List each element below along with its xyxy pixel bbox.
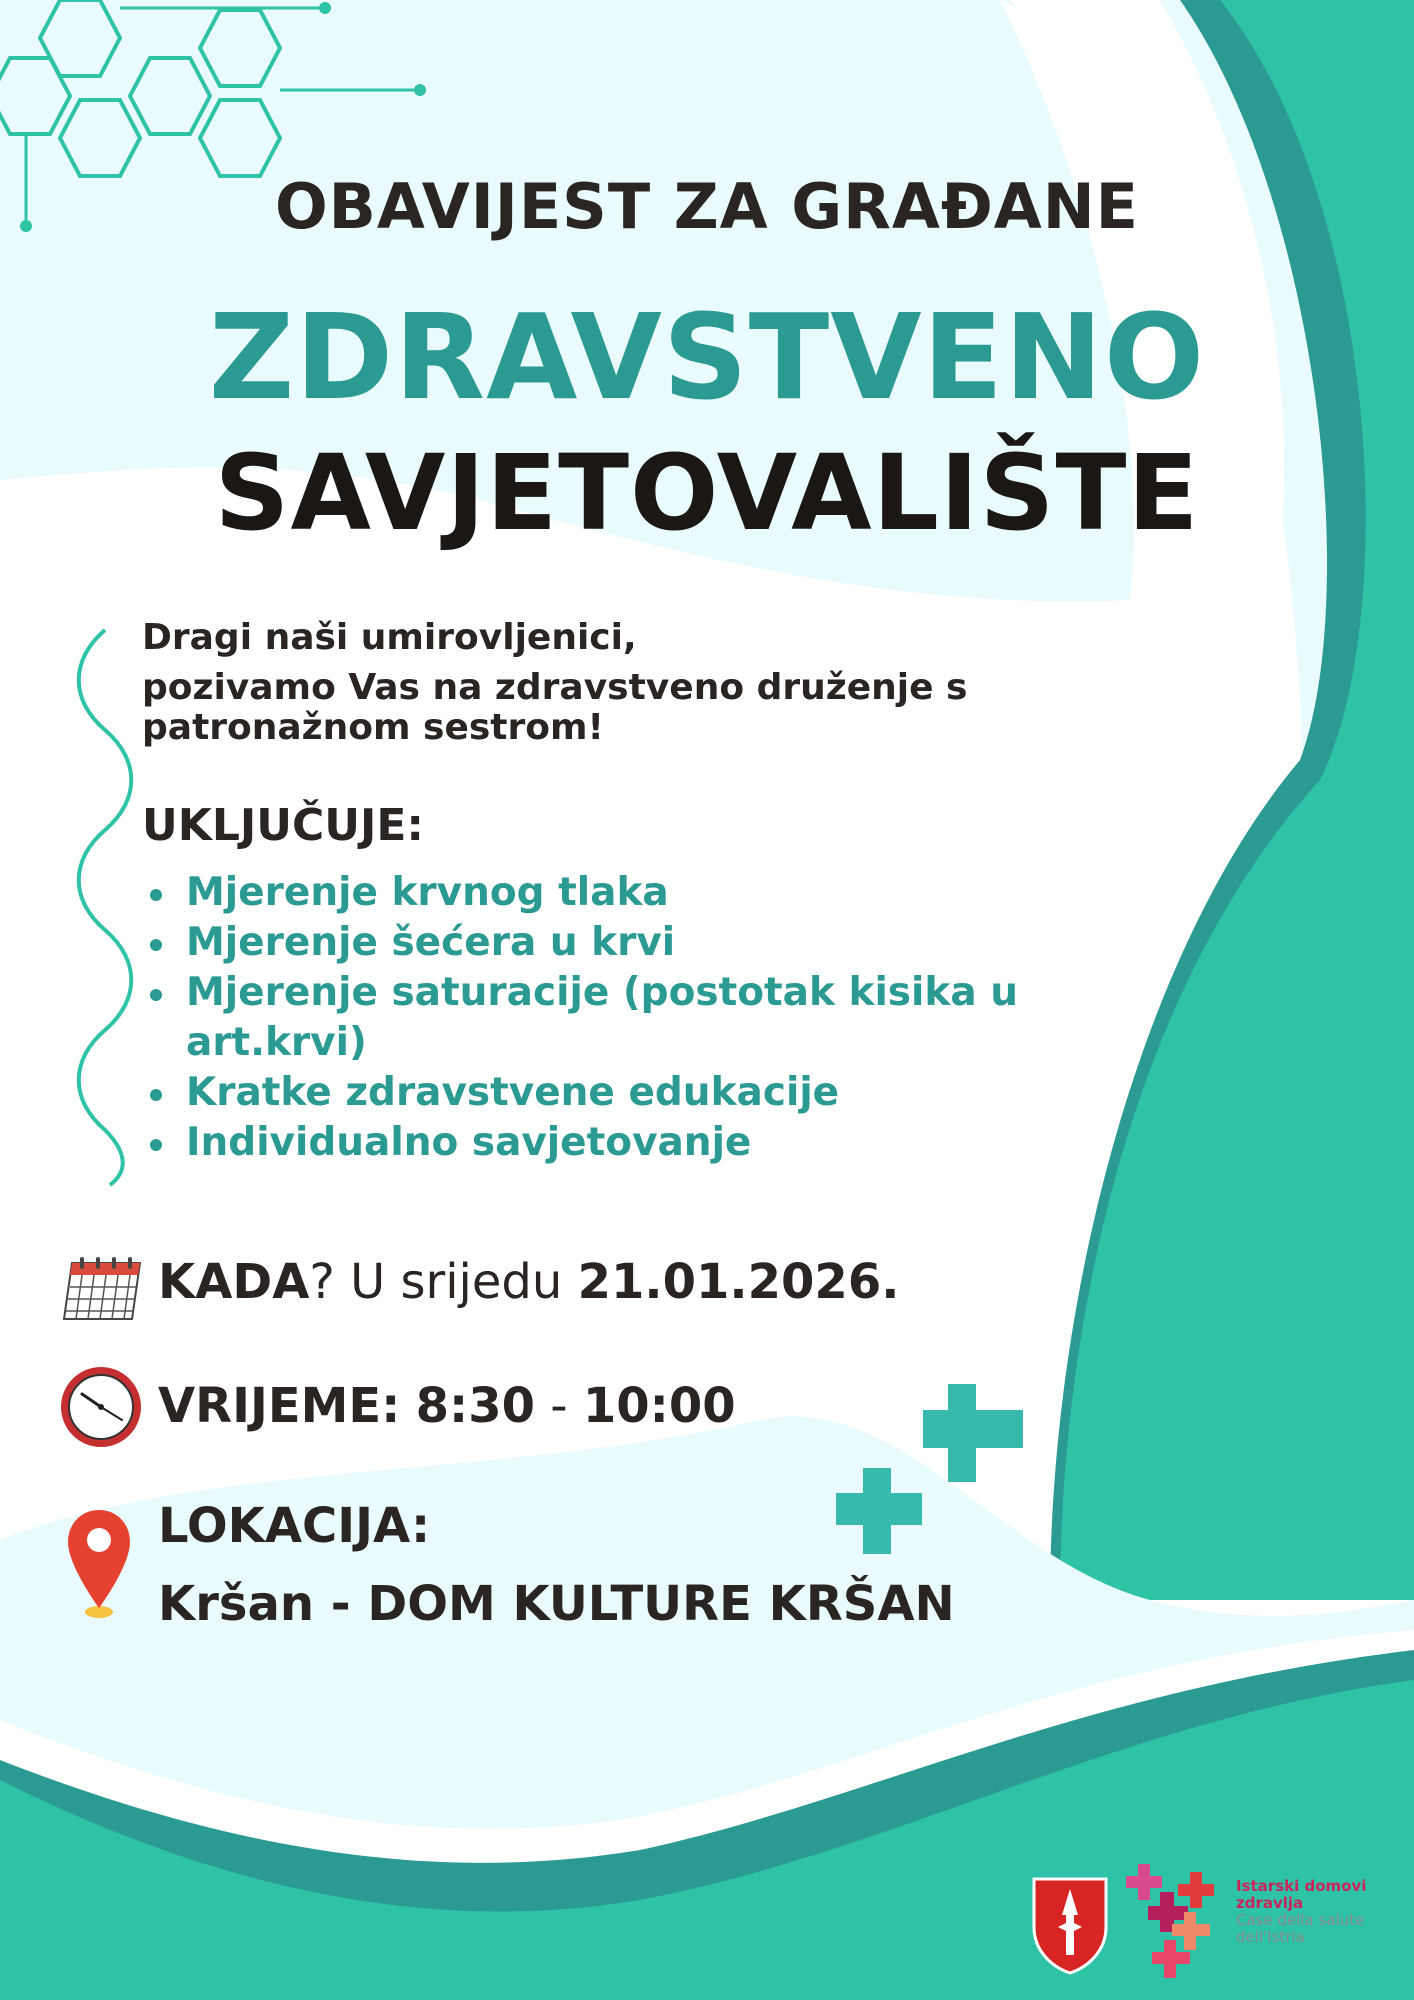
location-label: LOKACIJA: [158, 1498, 431, 1554]
when-date: 21.01.2026. [577, 1254, 900, 1310]
notice-heading: OBAVIJEST ZA GRAĐANE [274, 170, 1140, 243]
location-pin-icon [66, 1508, 132, 1620]
when-label: KADA [158, 1254, 310, 1310]
organization-name [1236, 1878, 1414, 1946]
list-item: Mjerenje krvnog tlaka [142, 868, 1082, 918]
time-line [158, 1378, 736, 1434]
intro-text [142, 618, 1092, 748]
org-name-it: Case della salute dell'Istria [1236, 1911, 1365, 1946]
coat-of-arms-icon [1030, 1875, 1110, 1975]
health-cross-logo-icon [1124, 1862, 1230, 1980]
list-item: Kratke zdravstvene edukacije [142, 1068, 1082, 1118]
list-item: Individualno savjetovanje [142, 1118, 1082, 1168]
includes-label: UKLJUČUJE: [142, 800, 425, 851]
list-item: Mjerenje šećera u krvi [142, 918, 1082, 968]
time-start: 8:30 [415, 1378, 536, 1434]
molecule-dot [414, 84, 426, 96]
list-item: Mjerenje saturacije (postotak kisika u art.krvi) [142, 968, 1082, 1068]
title-line-2: SAVJETOVALIŠTE [214, 432, 1200, 554]
calendar-icon [58, 1255, 142, 1323]
org-name-hr: Istarski domovi zdravlja [1236, 1877, 1367, 1912]
wavy-line-decoration [79, 630, 132, 1185]
includes-list [142, 868, 1082, 1168]
intro-line-2: pozivamo Vas na zdravstveno druženje s patronažnom sestrom! [142, 667, 968, 748]
intro-line-1: Dragi naši umirovljenici, [142, 617, 637, 658]
clock-icon [58, 1364, 144, 1450]
location-value: Kršan - DOM KULTURE KRŠAN [158, 1576, 955, 1632]
time-separator: - [535, 1378, 583, 1434]
when-question: ? U srijedu [309, 1254, 578, 1310]
molecule-dot [319, 2, 331, 14]
time-end: 10:00 [582, 1378, 736, 1434]
title-line-1: ZDRAVSTVENO [208, 288, 1206, 426]
time-label: VRIJEME: [158, 1378, 401, 1434]
when-line [158, 1254, 899, 1310]
